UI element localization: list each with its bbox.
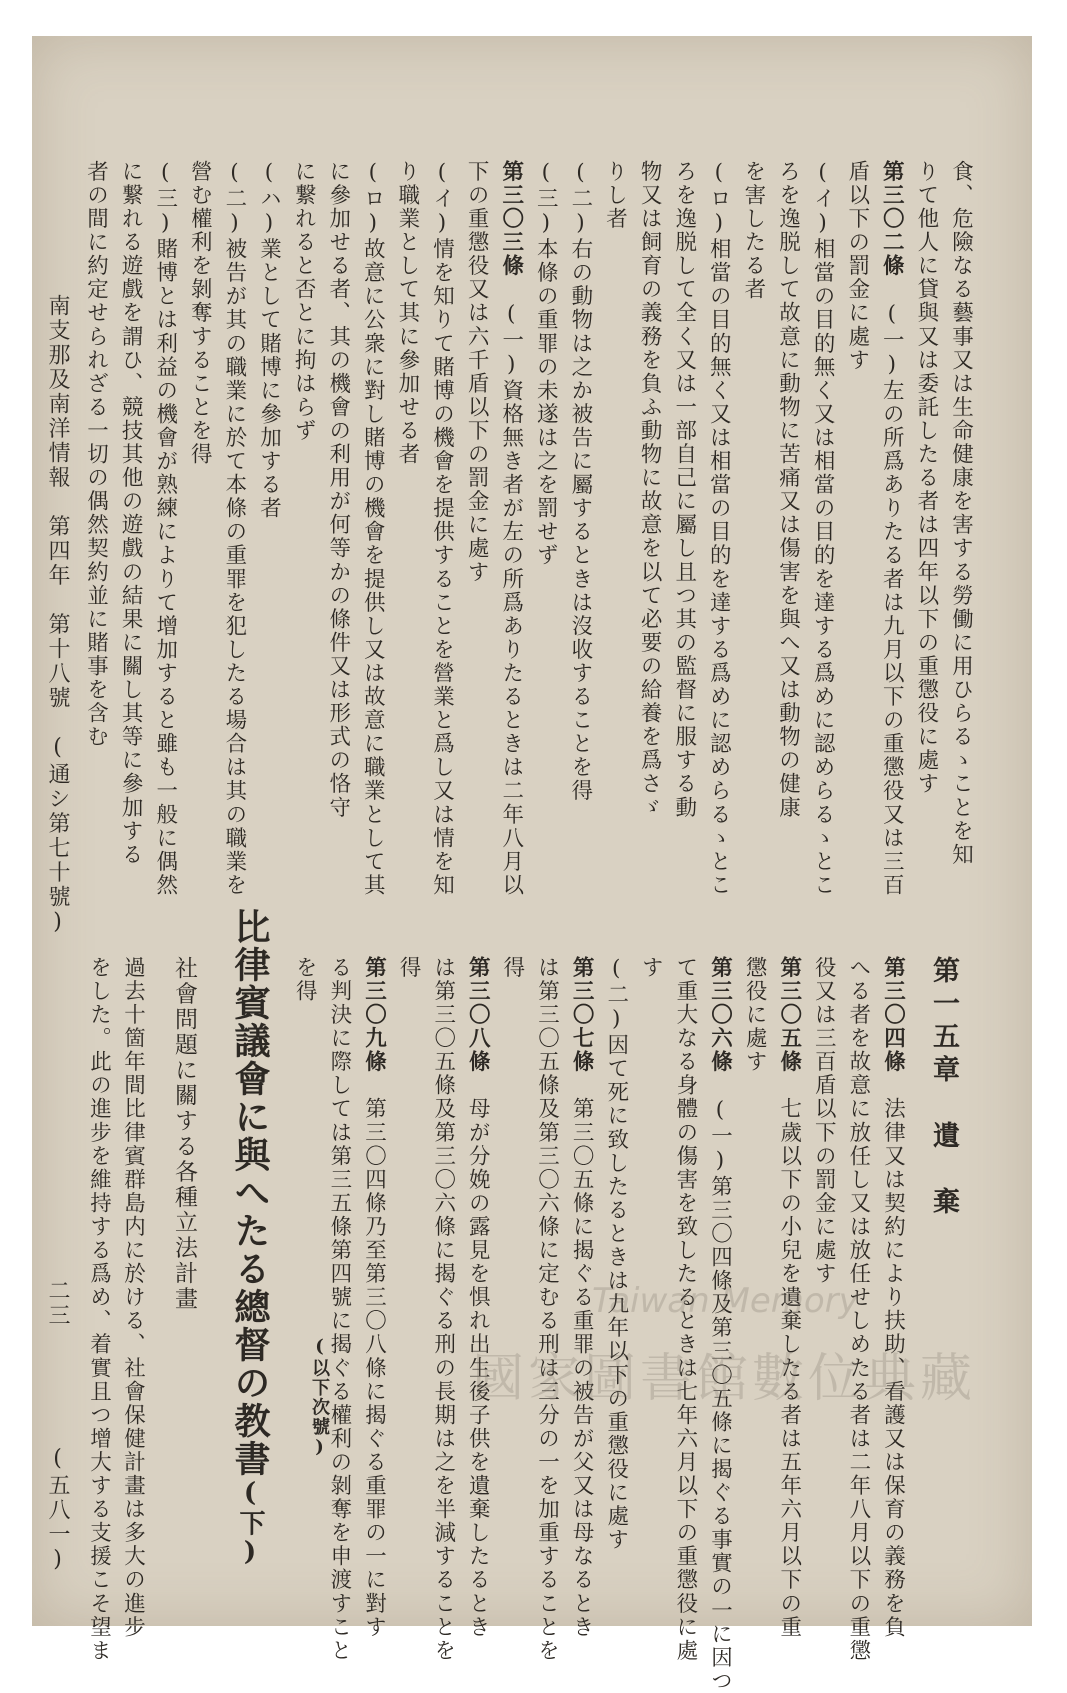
text-column: (ロ)相當の目的無く又は相當の目的を達する爲めに認めらるゝとこ [706,160,732,898]
text-column: 下の重懲役又は六千盾以下の罰金に處す [464,160,490,584]
text-column: を害したる者 [740,160,766,302]
watermark-chinese: 國家圖書館數位典藏 [472,1349,977,1409]
text-column: (三)賭博とは利益の機會が熟練によりて增加すると雖も一般に偶然 [152,160,178,898]
article-title [229,908,271,1569]
text-column: に繋れると否とに拘はらず [291,160,317,443]
article-heading: 第三〇八條 [465,956,491,1074]
article-text: 第三〇五條に揭ぐる重罪の被告が父又は母なるとき [569,1073,595,1639]
article-text: (一)左の所爲ありたる者は九月以下の重懲役又は三百 [879,277,905,898]
continued-marker: (以下次號) [309,1336,330,1459]
text-column [882,956,904,1639]
article-heading: 第三〇五條 [776,956,802,1074]
text-column: を得 [292,956,318,1004]
text-column: (二)因て死に致したるときは九年以下の重懲役に處す [603,956,629,1552]
journal-footer: 南支那及南洋情報 第四年 第十八號 (通シ第七十號) [45,294,70,937]
text-column: は第三〇五條及第三〇六條に定むる刑は三分の一を加重することを [534,956,560,1663]
text-column [881,160,903,897]
article-heading: 第三〇三條 [498,160,524,278]
article-title-part: (下) [235,1478,265,1569]
text-column: をした。此の進步を維持する爲め、着實且つ增大する支援こそ望ま [86,956,112,1663]
article-text: 第三〇四條乃至第三〇八條に揭ぐる重罪の一に對す [361,1073,387,1639]
text-column [571,956,593,1639]
article-text: 法律又は契約により扶助、看護又は保育の義務を負 [880,1073,906,1639]
text-column [709,956,731,1693]
text-column: (二)被告が其の職業に於て本條の重罪を犯したる場合は其の職業を [221,160,247,898]
text-column: る判決に際しては第三五條第四號に揭ぐる權利の剝奪を申渡すこと [326,956,352,1663]
text-column: ろを逸脱して故意に動物に苦痛又は傷害を與へ又は動物の健康 [775,160,801,820]
text-column: りし者 [602,160,628,231]
article-heading: 第三〇二條 [879,160,905,278]
text-column: 盾以下の罰金に處す [844,160,870,372]
text-column [467,956,489,1639]
text-column: 物又は飼育の義務を負ふ動物に故意を以て必要の給養を爲さゞ [637,160,663,820]
article-heading: 第三〇九條 [361,956,387,1074]
text-column [500,160,522,897]
document-page [32,36,1032,1693]
text-column: (ロ)故意に公衆に對し賭博の機會を提供し又は故意に職業として其 [360,160,386,898]
text-column: 役又は三百盾以下の罰金に處す [811,956,837,1286]
article-heading: 第三〇七條 [569,956,595,1074]
text-column: り職業として其に參加せる者 [394,160,420,467]
text-column: (イ)相當の目的無く又は相當の目的を達する爲めに認めらるゝとこ [810,160,836,898]
text-column: に參加せる者、其の機會の利用が何等かの條件又は形式の恪守 [325,160,351,820]
text-column [363,956,385,1639]
text-column: ろを逸脱して全く又は一部自己に屬し且つ其の監督に服する動 [671,160,697,820]
watermark-english: Taiwan Memory [592,1281,859,1321]
text-column: に繋れる遊戲を謂ひ、競技其他の遊戲の結果に關し其等に參加する [118,160,144,867]
text-column: て重大なる身體の傷害を致したるときは七年六月以下の重懲役に處 [672,956,698,1663]
text-column: へる者を故意に放任し又は放任せしめたる者は二年八月以下の重懲 [845,956,871,1663]
text-column: す [638,956,664,980]
chapter-heading: 第一五章 遺 棄 [928,956,959,1220]
article-text: 母が分娩の露見を惧れ出生後子供を遺棄したるとき [465,1073,491,1639]
article-heading: 第三〇四條 [880,956,906,1074]
text-column: 得 [396,956,422,980]
article-title-text: 比律賓議會に與へたる總督の教書 [229,908,271,1478]
article-text: (一)第三〇四條及第三〇五條に揭ぐる事實の一に因つ [707,1073,733,1693]
text-column: りて他人に貸與又は委託したる者は四年以下の重懲役に處す [913,160,939,796]
article-heading: 第三〇六條 [707,956,733,1074]
article-subtitle: 社會問題に關する各種立法計畫 [171,956,197,1312]
text-column: (ハ)業として賭博に參加する者 [256,160,282,521]
page-number-local: 二三 [45,1279,70,1328]
text-column: 食、危險なる藝事又は生命健康を害する勞働に用ひらるゝことを知 [948,160,974,867]
text-column: 者の間に約定せられざる一切の偶然契約並に賭事を含む [83,160,109,749]
text-column: 過去十箇年間比律賓群島内に於ける、社會保健計畫は多大の進步 [120,956,146,1639]
text-column: は第三〇五條及第三〇六條に揭ぐる刑の長期は之を半減することを [430,956,456,1663]
article-text: 七歲以下の小兒を遺棄したる者は五年六月以下の重 [776,1073,802,1639]
text-column: 得 [499,956,525,980]
page-number-total: (五八一) [45,1446,70,1575]
text-column: (二)右の動物は之か被告に屬するときは沒收することを得 [567,160,593,803]
article-text: (一)資格無き者が左の所爲ありたるときは二年八月以 [498,277,524,898]
text-column: 營む權利を剝奪することを得 [187,160,213,467]
text-column: 懲役に處す [742,956,768,1074]
text-column: (三)本條の重罪の未遂は之を罰せず [533,160,559,568]
text-column: (イ)情を知りて賭博の機會を提供することを營業と爲し又は情を知 [429,160,455,898]
